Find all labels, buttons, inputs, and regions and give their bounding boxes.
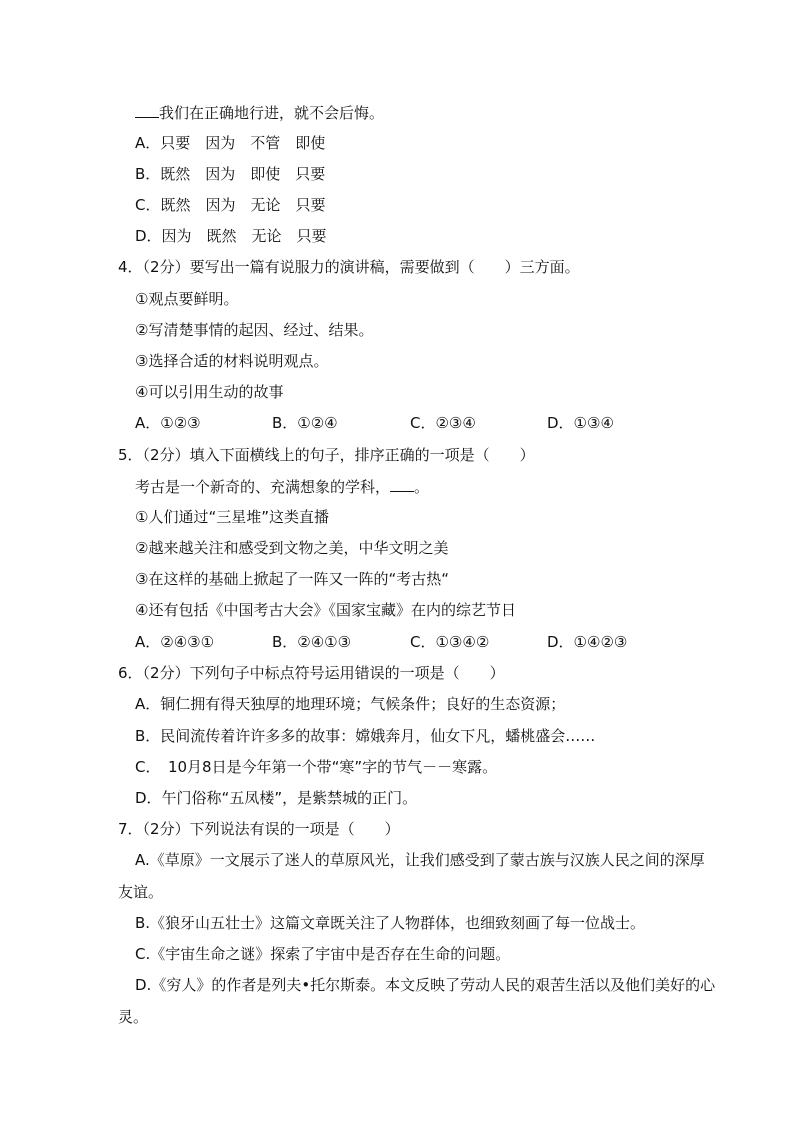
q7-option-b: B.《狼牙山五壮士》这篇文章既关注了人物群体，也细致刻画了每一位战士。 [135,914,646,932]
q6-option-a: A．铜仁拥有得天独厚的地理环境；气候条件；良好的生态资源； [135,695,566,713]
q3-stem: 我们在正确地行进，就不会后悔。 [135,102,384,123]
q5-option-d: D．①④②③ [547,633,628,651]
q5-option-c: C．①③④② [410,633,490,651]
q4-item-2: ②写清楚事情的起因、经过、结果。 [135,321,374,339]
fill-blank [390,476,414,492]
q5-stem: 5．（2分）填入下面横线上的句子，排序正确的一项是（ ） [118,446,535,464]
q4-item-1: ①观点要鲜明。 [135,290,239,308]
q4-item-4: ④可以引用生动的故事 [135,383,284,401]
q5-item-1: ①人们通过“三星堆”这类直播 [135,508,329,526]
q3-option-c: C．既然 因为 无论 只要 [135,196,326,214]
q4-option-b: B．①②④ [272,414,338,432]
q4-option-a: A．①②③ [135,414,201,432]
q7-option-a-cont: 友谊。 [118,883,164,901]
q4-item-3: ③选择合适的材料说明观点。 [135,352,329,370]
q7-option-a: A.《草原》一文展示了迷人的草原风光，让我们感受到了蒙古族与汉族人民之间的深厚 [135,851,705,869]
q5-sentence: 考古是一个新奇的、充满想象的学科， 。 [135,478,430,496]
q5-item-4: ④还有包括《中国考古大会》《国家宝藏》在内的综艺节日 [135,601,516,619]
fill-blank [135,102,159,118]
q4-option-c: C．②③④ [410,414,476,432]
q7-stem: 7．（2分）下列说法有误的一项是（ ） [118,820,400,838]
q5-option-b: B．②④①③ [272,633,352,651]
q5-option-a: A．②④③① [135,633,215,651]
q6-option-b: B．民间流传着许许多多的故事：嫦娥奔月，仙女下凡，蟠桃盛会…… [135,727,596,745]
q3-option-a: A．只要 因为 不管 即使 [135,134,326,152]
q6-option-d: D．午门俗称“五凤楼”，是紫禁城的正门。 [135,789,418,807]
q3-option-b: B．既然 因为 即使 只要 [135,165,326,183]
q4-stem: 4．（2分）要写出一篇有说服力的演讲稿，需要做到（ ）三方面。 [118,258,580,276]
q4-option-d: D．①③④ [547,414,614,432]
q6-option-c: C． 10月8日是今年第一个带“寒”字的节气－－寒露。 [135,758,498,776]
q7-option-c: C.《宇宙生命之谜》探索了宇宙中是否存在生命的问题。 [135,945,511,963]
q5-item-2: ②越来越关注和感受到文物之美，中华文明之美 [135,539,449,557]
q7-option-d: D.《穷人》的作者是列夫•托尔斯泰。本文反映了劳动人民的艰苦生活以及他们美好的心 [135,976,716,994]
q3-option-d: D．因为 既然 无论 只要 [135,227,327,245]
q7-option-d-cont: 灵。 [118,1008,149,1026]
q6-stem: 6．（2分）下列句子中标点符号运用错误的一项是（ ） [118,664,505,682]
q5-item-3: ③在这样的基础上掀起了一阵又一阵的“考古热“ [135,570,449,588]
